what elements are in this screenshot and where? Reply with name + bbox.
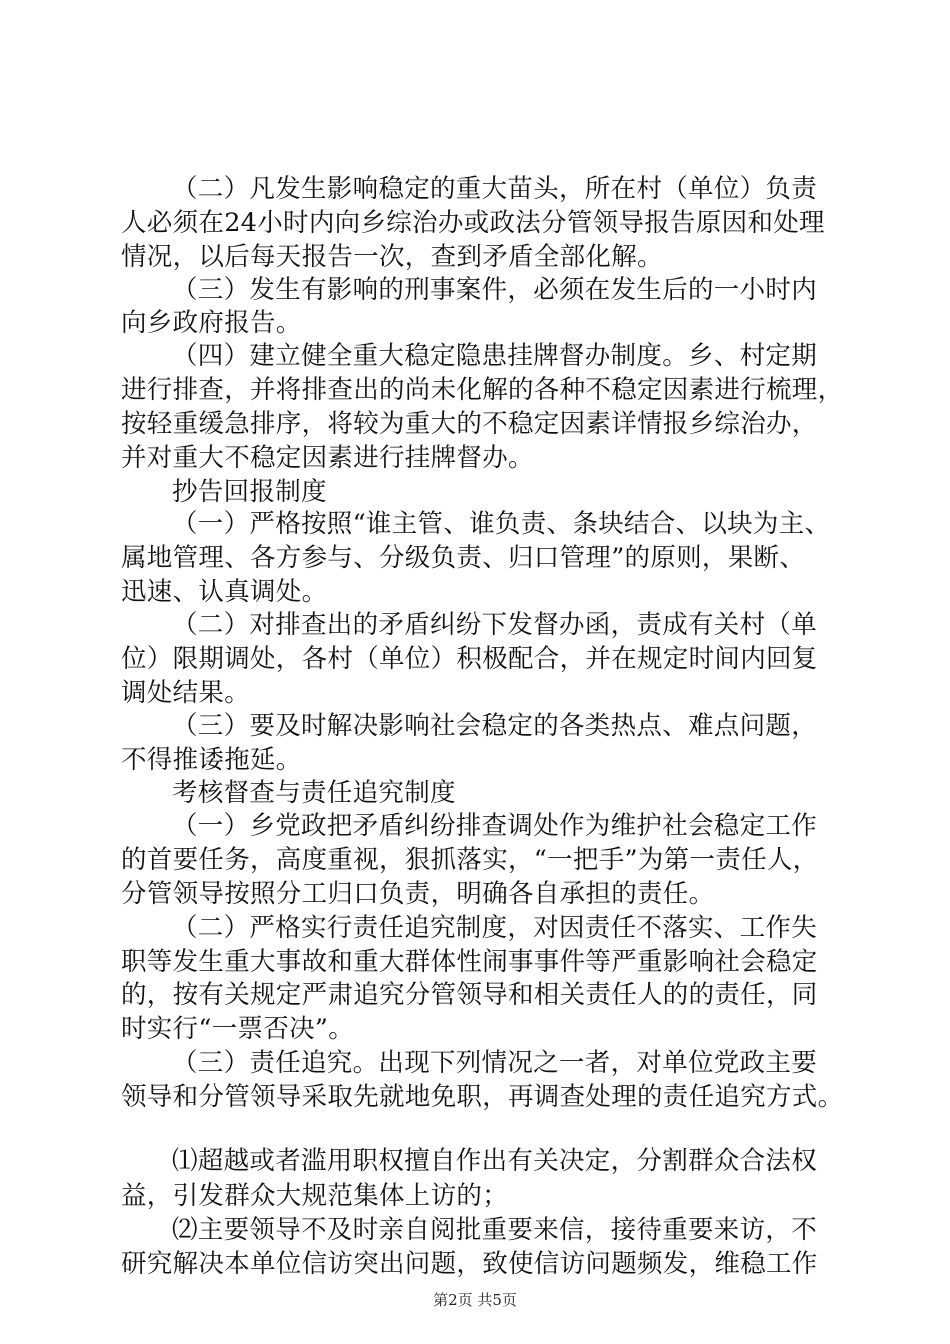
text-line: 按轻重缓急排序，将较为重大的不稳定因素详情报乡综治办，: [121, 409, 818, 439]
text-line: （三）要及时解决影响社会稳定的各类热点、难点问题，: [172, 711, 818, 741]
text-line: 不得推诿拖延。: [121, 745, 302, 775]
list-item: 益，引发群众大规范集体上访的；: [121, 1181, 509, 1211]
text-line: 位）限期调处，各村（单位）积极配合，并在规定时间内回复: [121, 644, 818, 674]
text-line: 的，按有关规定严肃追究分管领导和相关责任人的的责任，同: [121, 980, 818, 1010]
text-line: （一）乡党政把矛盾纠纷排查调处作为维护社会稳定工作: [172, 811, 818, 841]
text-line: 情况，以后每天报告一次，查到矛盾全部化解。: [121, 242, 663, 272]
text-line: （二）严格实行责任追究制度，对因责任不落实、工作失: [172, 913, 818, 943]
list-item: ⑵主要领导不及时亲自阅批重要来信，接待重要来访，不: [172, 1215, 818, 1245]
text-line: 分管领导按照分工归口负责，明确各自承担的责任。: [121, 879, 715, 909]
list-item: 研究解决本单位信访突出问题，致使信访问题频发，维稳工作: [121, 1249, 818, 1279]
text-line: 职等发生重大事故和重大群体性闹事事件等严重影响社会稳定: [121, 947, 818, 977]
text-line: 属地管理、各方参与、分级负责、归口管理”的原则，果断、: [121, 543, 806, 573]
section-heading: 抄告回报制度: [172, 477, 327, 507]
text-line: 迅速、认真调处。: [121, 577, 328, 607]
text-line: （四）建立健全重大稳定隐患挂牌督办制度。乡、村定期: [172, 341, 818, 371]
text-line: 的首要任务，高度重视，狠抓落实，“一把手”为第一责任人，: [121, 845, 819, 875]
text-line: （三）发生有影响的刑事案件，必须在发生后的一小时内: [172, 275, 818, 305]
text-line: 领导和分管领导采取先就地免职，再调查处理的责任追究方式。: [121, 1082, 844, 1112]
page-footer: 第2页 共5页: [433, 1291, 517, 1309]
text-line: （三）责任追究。出现下列情况之一者，对单位党政主要: [172, 1048, 818, 1078]
list-item: ⑴超越或者滥用职权擅自作出有关决定，分割群众合法权: [172, 1146, 818, 1176]
text-line: 调处结果。: [121, 678, 251, 708]
section-heading: 考核督查与责任追究制度: [172, 778, 456, 808]
text-line: （二）对排查出的矛盾纠纷下发督办函，责成有关村（单: [172, 610, 818, 640]
text-line: 时实行“一票否决”。: [121, 1014, 355, 1044]
text-line: （一）严格按照“谁主管、谁负责、条块结合、以块为主、: [172, 509, 831, 539]
text-line: 并对重大不稳定因素进行挂牌督办。: [121, 443, 534, 473]
text-line: 进行排查，并将排查出的尚未化解的各种不稳定因素进行梳理，: [121, 375, 844, 405]
text-line: 向乡政府报告。: [121, 308, 302, 338]
text-line: 人必须在24小时内向乡综治办或政法分管领导报告原因和处理: [121, 208, 825, 238]
text-line: （二）凡发生影响稳定的重大苗头，所在村（单位）负责: [172, 174, 818, 204]
